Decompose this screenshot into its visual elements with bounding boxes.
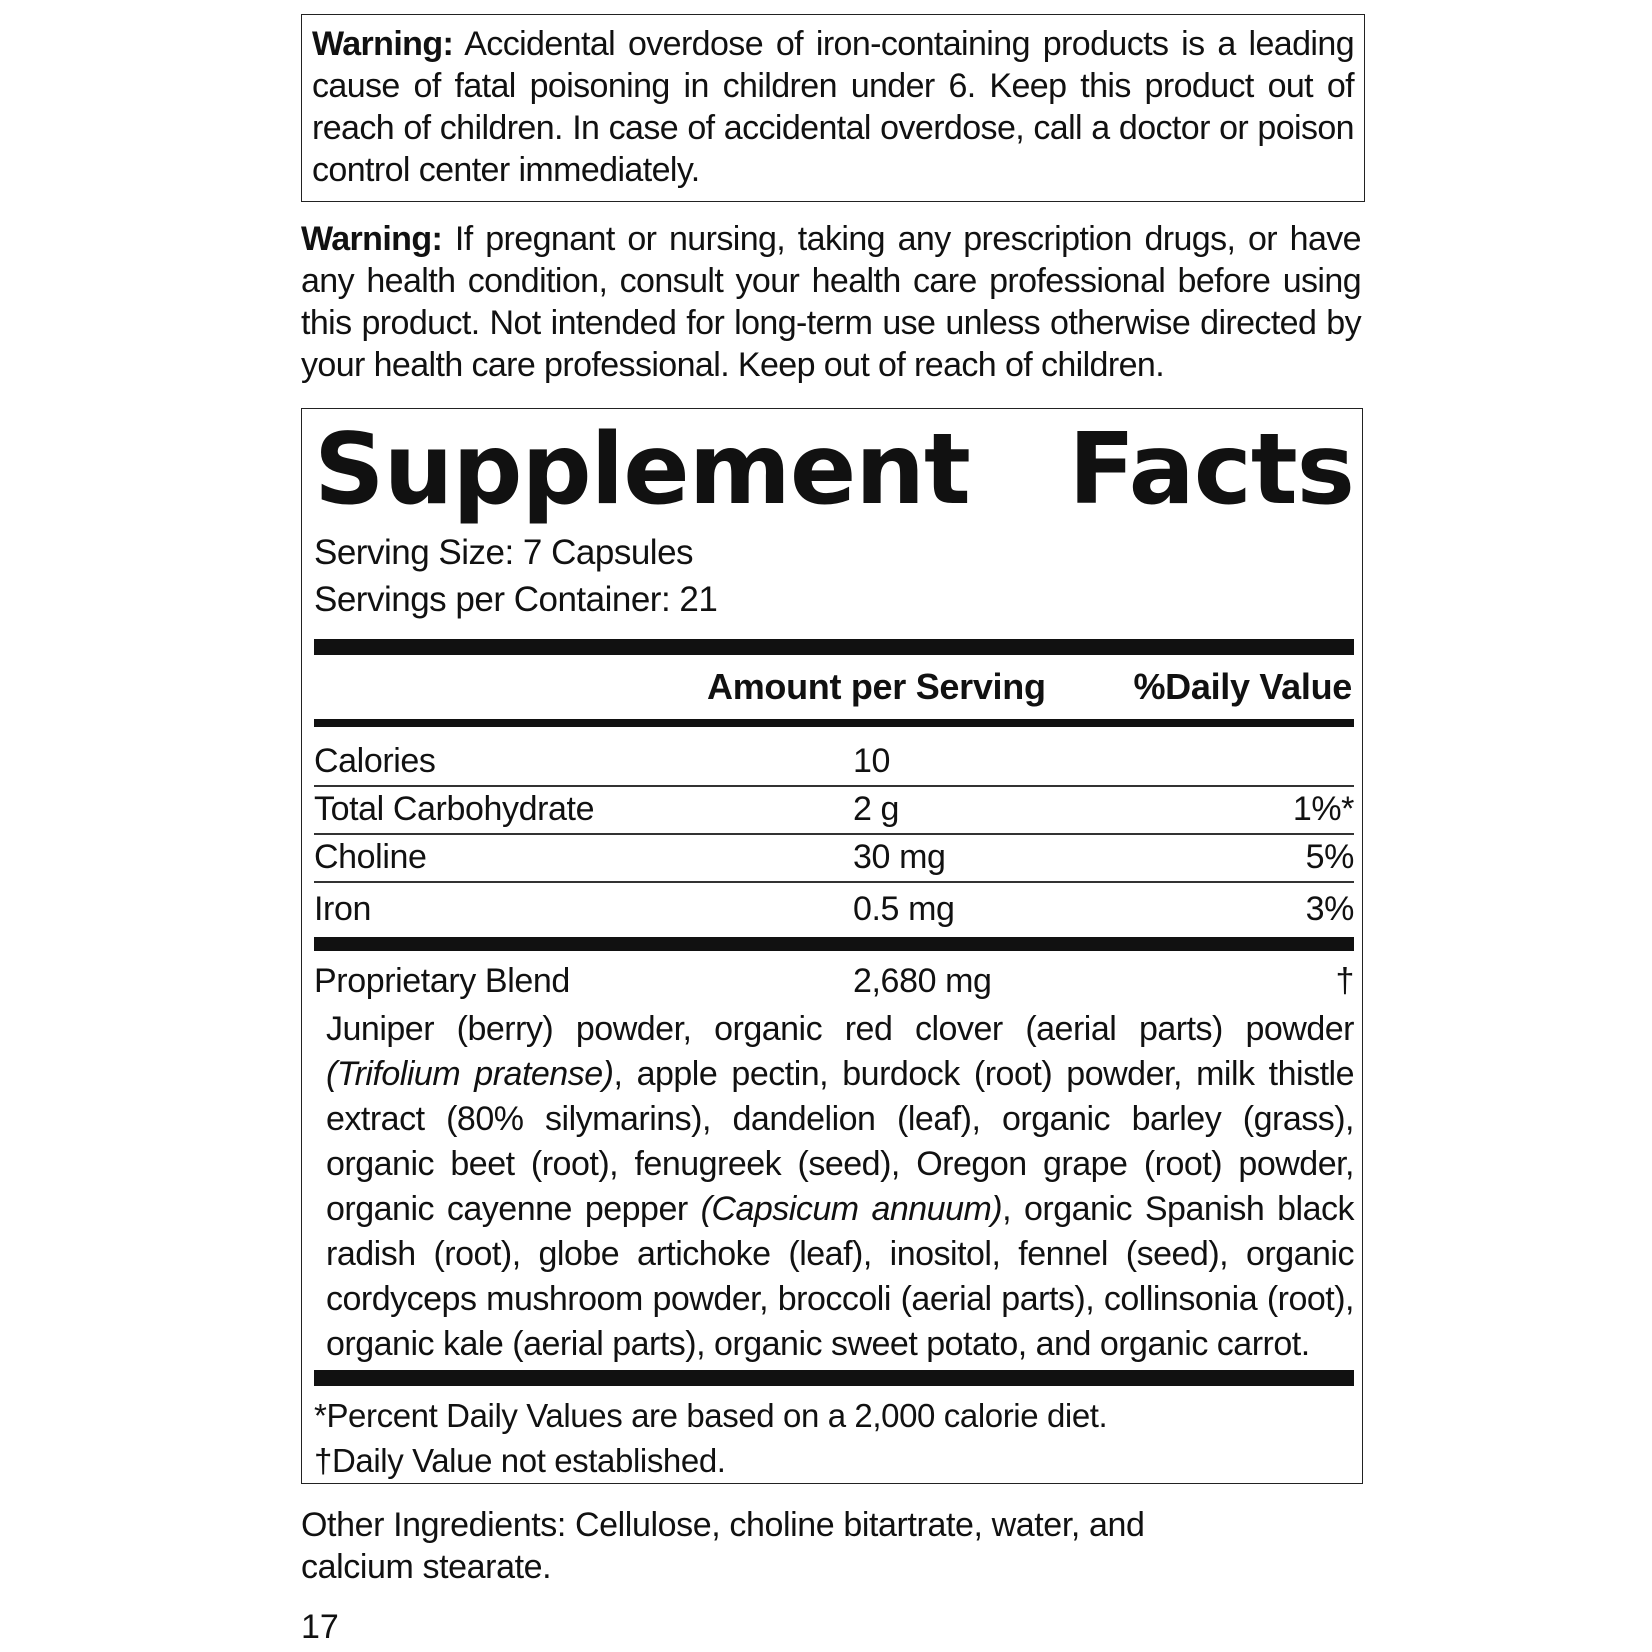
iron-warning-text [312,23,1354,191]
nutrient-amount: 2 g [853,790,900,828]
servings-per-container: Servings per Container: 21 [314,580,718,619]
thick-divider [314,937,1354,951]
blend-amount: 2,680 mg [853,962,992,1000]
title-word-supplement: Supplement [314,413,970,527]
blend-dv: † [1335,962,1354,1000]
nutrient-amount: 10 [853,742,891,780]
warning-body: Accidental overdose of iron-containing products is a leading cause of fatal poisoning in children under 6. Keep this product out of reach of children. In case of accidental overdose, call a doctor or poison control center immediately. [312,25,1354,189]
thick-divider [314,719,1354,727]
supplement-facts-title [314,415,1354,525]
warning-label: Warning: [312,25,454,63]
warning-body: If pregnant or nursing, taking any prescription drugs, or have any health condition, consult your health care professional before using this product. Not intended for long-term use unless otherwise directed by your health care professional. Keep out of reach of children. [301,220,1361,384]
footnote-percent-daily-values: *Percent Daily Values are based on a 2,000 calorie diet. [314,1397,1108,1434]
supplement-facts-panel [301,408,1363,1484]
nutrient-dv: 3% [1305,890,1354,928]
page-number: 17 [301,1608,339,1646]
amount-per-serving-header: Amount per Serving [707,666,1046,707]
row-divider [314,881,1354,883]
thick-divider [314,639,1354,655]
nutrient-row-total-carbohydrate [314,787,1354,835]
nutrient-dv: 5% [1305,838,1354,876]
title-word-facts: Facts [1068,413,1354,527]
other-ingredients: Other Ingredients: Cellulose, choline bitartrate, water, and calcium stearate. [301,1506,1145,1586]
nutrient-name: Iron [314,890,371,928]
ingredients-text: Juniper (berry) powder, organic red clover (aerial parts) powder [326,1010,1354,1048]
footnote-dv-not-established: †Daily Value not established. [314,1442,726,1479]
ingredients-text: , organic Spanish black radish (root), globe artichoke (leaf), inositol, fennel (seed), organic cordyceps mushroom powder, broccoli (aerial parts), collinsonia (root), organic kale (aerial parts), organic sweet potato, and organic carrot. [326,1190,1354,1363]
nutrient-amount: 30 mg [853,838,946,876]
latin-name: (Capsicum annuum) [700,1190,1003,1228]
nutrient-row-iron [314,887,1354,935]
warning-label: Warning: [301,220,443,258]
thick-divider [314,1370,1354,1386]
nutrient-name: Choline [314,838,427,876]
ingredients-text: , apple pectin, burdock (root) powder, milk thistle extract (80% silymarins), dandelion (leaf), organic barley (grass), organic beet (root), fenugreek (seed), Oregon grape (root) powder, organic cayenne pepper [326,1055,1354,1228]
blend-name: Proprietary Blend [314,962,570,1000]
nutrient-row-choline [314,835,1354,883]
nutrient-row-calories [314,739,1354,787]
iron-warning-box [301,14,1365,202]
nutrient-name: Calories [314,742,436,780]
nutrient-amount: 0.5 mg [853,890,955,928]
daily-value-header: %Daily Value [1133,666,1352,707]
serving-size: Serving Size: 7 Capsules [314,533,694,572]
general-warning-text [301,218,1361,386]
general-warning [301,218,1361,388]
latin-name: (Trifolium pratense) [326,1055,614,1093]
blend-ingredients-list [326,1007,1354,1367]
nutrient-dv: 1%* [1292,790,1354,828]
proprietary-blend-row [314,959,1354,1007]
nutrient-name: Total Carbohydrate [314,790,595,828]
